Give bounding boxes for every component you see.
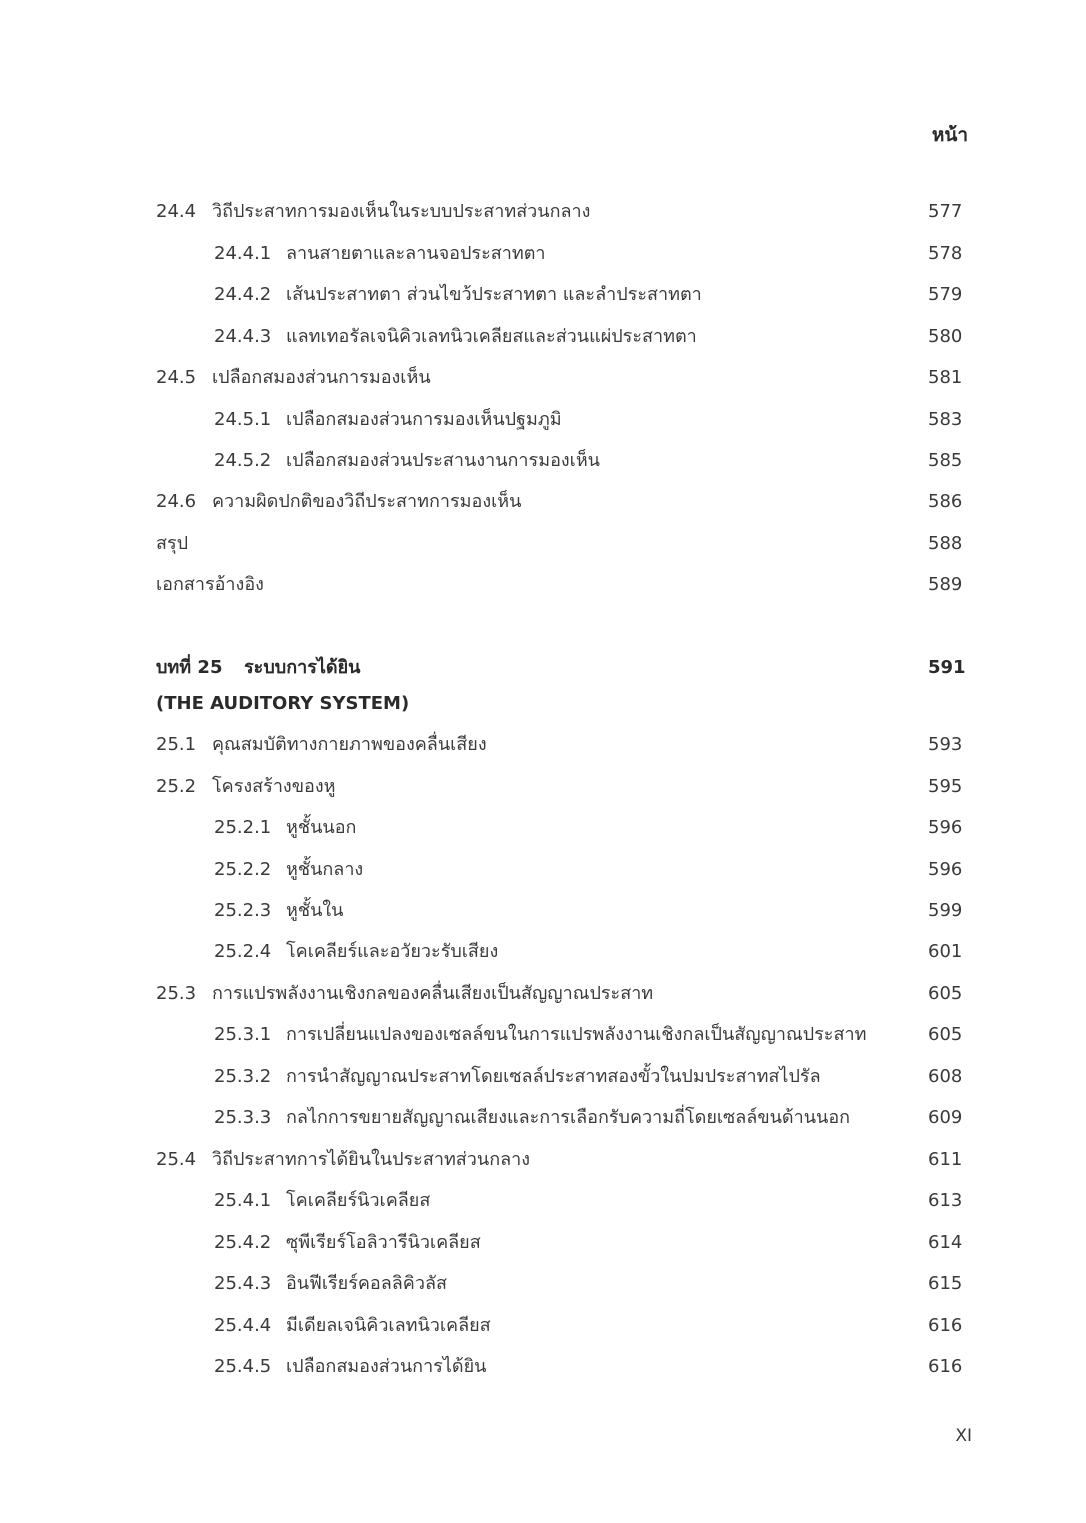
- toc-entry[interactable]: [0, 1269, 1086, 1299]
- chapter-english-title-text: (THE AUDITORY SYSTEM): [156, 693, 410, 714]
- section-title: การแปรพลังงานเชิงกลของคลื่นเสียงเป็นสัญญาณประสาท: [212, 983, 654, 1004]
- toc-entry[interactable]: [0, 979, 1086, 1009]
- toc-entry[interactable]: [0, 730, 1086, 760]
- toc-entry[interactable]: [0, 1103, 1086, 1133]
- page-number: 589: [928, 574, 963, 595]
- section-number: 24.4.1: [214, 243, 272, 264]
- page-number: 615: [928, 1273, 963, 1294]
- section-title: การเปลี่ยนแปลงของเซลล์ขนในการแปรพลังงานเชิงกลเป็นสัญญาณประสาท: [286, 1024, 867, 1045]
- section-number: 25.4.1: [214, 1190, 272, 1211]
- section-title: สรุป: [156, 533, 189, 554]
- toc-entry[interactable]: [0, 197, 1086, 227]
- page-number: 616: [928, 1356, 963, 1377]
- toc-entry[interactable]: [0, 405, 1086, 435]
- footer-page-number: XI: [955, 1426, 972, 1446]
- section-number: 25.1: [156, 734, 197, 755]
- page-number: 583: [928, 409, 963, 430]
- section-title: เปลือกสมองส่วนการมองเห็น: [212, 367, 431, 388]
- page-number: 611: [928, 1149, 963, 1170]
- chapter-english-title: [0, 689, 1086, 719]
- toc-entry[interactable]: [0, 855, 1086, 885]
- section-title: เปลือกสมองส่วนประสานงานการมองเห็น: [286, 450, 600, 471]
- page-number: 616: [928, 1315, 963, 1336]
- page-number: 601: [928, 941, 963, 962]
- section-number: 25.2: [156, 776, 197, 797]
- section-number: 25.4.4: [214, 1315, 272, 1336]
- page-number: 596: [928, 859, 963, 880]
- toc-entry[interactable]: [0, 1145, 1086, 1175]
- chapter-number: บทที่ 25: [156, 657, 223, 678]
- toc-entry[interactable]: [0, 1062, 1086, 1092]
- section-title: โครงสร้างของหู: [212, 776, 336, 797]
- section-number: 25.2.3: [214, 900, 272, 921]
- page-number: 579: [928, 284, 963, 305]
- section-title: หูชั้นใน: [286, 900, 344, 921]
- toc-entry-summary[interactable]: [0, 529, 1086, 559]
- section-title: การนำสัญญาณประสาทโดยเซลล์ประสาทสองขั้วในปมประสาทสไปรัล: [286, 1066, 821, 1087]
- section-title: ลานสายตาและลานจอประสาทตา: [286, 243, 546, 264]
- page-number: 580: [928, 326, 963, 347]
- section-title: วิถีประสาทการมองเห็นในระบบประสาทส่วนกลาง: [212, 201, 591, 222]
- page-number: 609: [928, 1107, 963, 1128]
- section-title: เส้นประสาทตา ส่วนไขว้ประสาทตา และลำประสาทตา: [286, 284, 702, 305]
- page-number: 608: [928, 1066, 963, 1087]
- toc-entry[interactable]: [0, 1352, 1086, 1382]
- section-title: กลไกการขยายสัญญาณเสียงและการเลือกรับความถี่โดยเซลล์ขนด้านนอก: [286, 1107, 851, 1128]
- toc-entry[interactable]: [0, 1228, 1086, 1258]
- toc-entry[interactable]: [0, 446, 1086, 476]
- page-number: 588: [928, 533, 963, 554]
- page-number: 614: [928, 1232, 963, 1253]
- section-number: 25.3.2: [214, 1066, 272, 1087]
- page-column-heading: หน้า: [931, 124, 968, 146]
- section-number: 25.3.1: [214, 1024, 272, 1045]
- page-number: 595: [928, 776, 963, 797]
- section-number: 24.6: [156, 491, 197, 512]
- section-number: 25.4.3: [214, 1273, 272, 1294]
- page-number: 578: [928, 243, 963, 264]
- toc-entry[interactable]: [0, 1311, 1086, 1341]
- toc-entry[interactable]: [0, 363, 1086, 393]
- page-number: 581: [928, 367, 963, 388]
- page-number: 613: [928, 1190, 963, 1211]
- toc-entry[interactable]: [0, 896, 1086, 926]
- section-title: เอกสารอ้างอิง: [156, 574, 264, 595]
- page-number: 593: [928, 734, 963, 755]
- section-title: โคเคลียร์นิวเคลียส: [286, 1190, 431, 1211]
- page-number: 599: [928, 900, 963, 921]
- toc-entry[interactable]: [0, 772, 1086, 802]
- section-title: คุณสมบัติทางกายภาพของคลื่นเสียง: [212, 734, 487, 755]
- section-number: 24.5: [156, 367, 197, 388]
- section-number: 24.4.3: [214, 326, 272, 347]
- section-title: เปลือกสมองส่วนการได้ยิน: [286, 1356, 487, 1377]
- page-number: 591: [928, 657, 966, 678]
- section-title: เปลือกสมองส่วนการมองเห็นปฐมภูมิ: [286, 409, 562, 430]
- section-title: หูชั้นนอก: [286, 817, 357, 838]
- section-number: 24.4.2: [214, 284, 272, 305]
- section-title: แลทเทอรัลเจนิคิวเลทนิวเคลียสและส่วนแผ่ประสาทตา: [286, 326, 697, 347]
- toc-entry[interactable]: [0, 813, 1086, 843]
- section-number: 25.3: [156, 983, 197, 1004]
- section-number: 25.2.2: [214, 859, 272, 880]
- page-number: 586: [928, 491, 963, 512]
- section-title: มีเดียลเจนิคิวเลทนิวเคลียส: [286, 1315, 491, 1336]
- toc-entry[interactable]: [0, 280, 1086, 310]
- toc-entry[interactable]: [0, 487, 1086, 517]
- page-number: 596: [928, 817, 963, 838]
- section-title: หูชั้นกลาง: [286, 859, 364, 880]
- section-title: ความผิดปกติของวิถีประสาทการมองเห็น: [212, 491, 522, 512]
- page-number: 605: [928, 1024, 963, 1045]
- section-title: ซุพีเรียร์โอลิวารีนิวเคลียส: [286, 1232, 481, 1253]
- toc-entry[interactable]: [0, 1186, 1086, 1216]
- section-title: วิถีประสาทการได้ยินในประสาทส่วนกลาง: [212, 1149, 531, 1170]
- toc-entry[interactable]: [0, 937, 1086, 967]
- section-number: 25.4.5: [214, 1356, 272, 1377]
- chapter-heading[interactable]: [0, 653, 1086, 683]
- section-number: 25.2.4: [214, 941, 272, 962]
- section-number: 25.4.2: [214, 1232, 272, 1253]
- page-number: 605: [928, 983, 963, 1004]
- chapter-title: ระบบการได้ยิน: [244, 657, 361, 678]
- section-title: โคเคลียร์และอวัยวะรับเสียง: [286, 941, 499, 962]
- section-number: 25.3.3: [214, 1107, 272, 1128]
- section-number: 25.4: [156, 1149, 197, 1170]
- section-number: 24.4: [156, 201, 197, 222]
- page-number: 577: [928, 201, 963, 222]
- toc-entry-references[interactable]: [0, 570, 1086, 600]
- section-title: อินฟีเรียร์คอลลิคิวลัส: [286, 1273, 447, 1294]
- toc-entry[interactable]: [0, 239, 1086, 269]
- section-number: 25.2.1: [214, 817, 272, 838]
- section-number: 24.5.2: [214, 450, 272, 471]
- toc-entry[interactable]: [0, 322, 1086, 352]
- section-number: 24.5.1: [214, 409, 272, 430]
- page-number: 585: [928, 450, 963, 471]
- toc-entry[interactable]: [0, 1020, 1086, 1050]
